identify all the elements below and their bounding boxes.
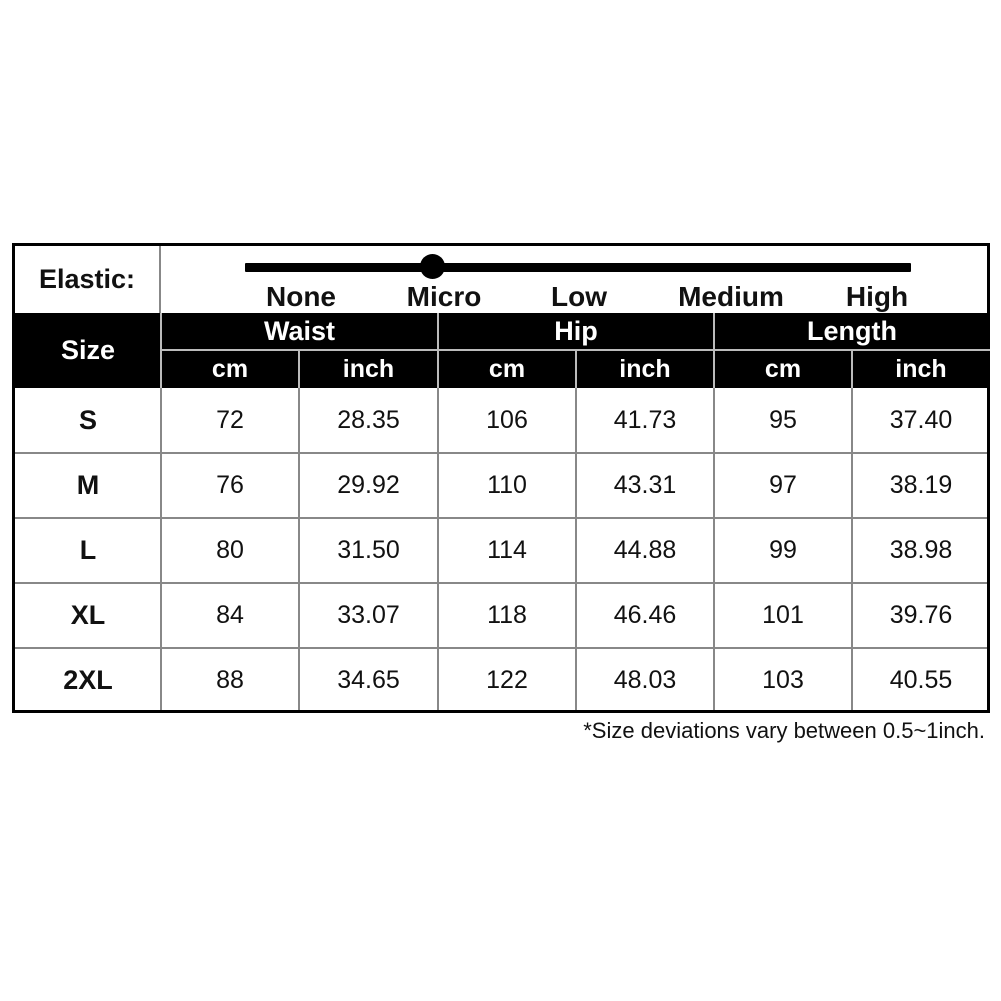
hip-cm-cell: 110 (487, 471, 527, 499)
length-cm-cell: 103 (762, 666, 804, 694)
hip-inch-cell: 46.46 (613, 601, 677, 629)
length-inch-cell: 37.40 (889, 406, 953, 434)
header-waist-inch: inch (342, 354, 395, 383)
length-cm-cell: 97 (769, 471, 797, 499)
size-chart-table (12, 243, 990, 713)
header-length: Length (807, 316, 897, 346)
hip-cm-cell: 122 (486, 666, 528, 694)
hip-cm-cell: 106 (486, 406, 528, 434)
elastic-label: Elastic: (15, 246, 161, 313)
waist-cm-cell: 80 (216, 536, 244, 564)
elastic-option-medium: Medium (678, 281, 784, 312)
column-divider (160, 388, 162, 710)
length-cm-cell: 95 (769, 406, 797, 434)
waist-cm-cell: 72 (216, 406, 244, 434)
size-cell: M (76, 470, 100, 500)
waist-inch-cell: 29.92 (337, 471, 400, 499)
size-cell: 2XL (63, 665, 113, 695)
length-inch-cell: 40.55 (889, 666, 953, 694)
hip-cm-cell: 118 (487, 601, 527, 629)
elasticity-indicator-knob (420, 254, 445, 279)
waist-inch-cell: 34.65 (337, 666, 400, 694)
waist-cm-cell: 88 (216, 666, 244, 694)
elasticity-scale (161, 246, 987, 313)
size-deviation-note: *Size deviations vary between 0.5~1inch. (583, 718, 985, 743)
length-inch-cell: 38.19 (889, 471, 953, 499)
length-cm-cell: 101 (762, 601, 804, 629)
hip-cm-cell: 114 (487, 536, 527, 564)
length-cm-cell: 99 (769, 536, 797, 564)
header-waist-cm: cm (211, 354, 249, 383)
waist-inch-cell: 33.07 (337, 601, 400, 629)
size-cell: L (79, 535, 97, 565)
table-header (15, 313, 987, 388)
size-cell: XL (70, 600, 106, 630)
column-divider (851, 388, 853, 710)
waist-cm-cell: 84 (216, 601, 244, 629)
header-length-cm: cm (764, 354, 802, 383)
waist-inch-cell: 31.50 (337, 536, 400, 564)
header-hip-inch: inch (619, 354, 671, 383)
column-divider (575, 388, 577, 710)
header-divider (575, 350, 577, 388)
header-divider (298, 350, 300, 388)
header-divider (851, 350, 853, 388)
elastic-option-micro: Micro (406, 281, 482, 312)
waist-inch-cell: 28.35 (337, 406, 400, 434)
elastic-option-none: None (266, 281, 336, 312)
waist-cm-cell: 76 (216, 471, 244, 499)
elastic-option-high: High (845, 281, 909, 312)
column-divider (437, 388, 439, 710)
hip-inch-cell: 44.88 (613, 536, 677, 564)
header-hip-cm: cm (488, 354, 526, 383)
hip-inch-cell: 41.73 (613, 406, 677, 434)
header-length-inch: inch (895, 354, 947, 383)
header-size: Size (60, 335, 116, 365)
length-inch-cell: 39.76 (889, 601, 953, 629)
hip-inch-cell: 48.03 (613, 666, 677, 694)
size-cell: S (78, 405, 97, 435)
elastic-row (15, 246, 987, 315)
column-divider (713, 388, 715, 710)
elastic-option-low: Low (551, 281, 607, 312)
header-divider (161, 349, 990, 351)
column-divider (298, 388, 300, 710)
header-hip: Hip (554, 316, 598, 346)
elasticity-track (245, 263, 911, 272)
hip-inch-cell: 43.31 (613, 471, 677, 499)
header-waist: Waist (263, 316, 335, 346)
length-inch-cell: 38.98 (889, 536, 953, 564)
